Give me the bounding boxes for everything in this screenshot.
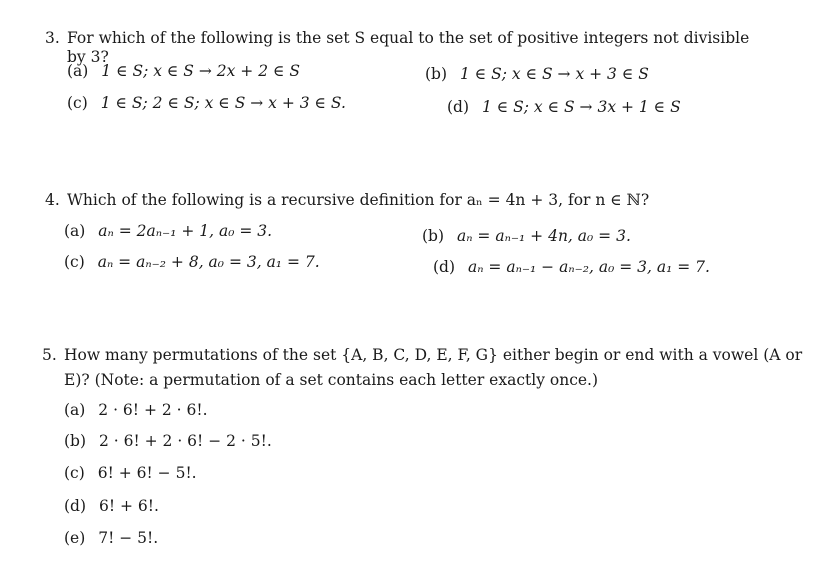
option-text: 2 · 6! + 2 · 6! − 2 · 5!. (98, 432, 272, 450)
q5-option-c (64, 464, 197, 483)
option-label: (c) (64, 464, 85, 482)
option-label: (b) (64, 432, 87, 450)
option-text: 1 ∈ S; x ∈ S → 3x + 1 ∈ S (481, 98, 681, 116)
q5-option-a (64, 401, 208, 420)
option-text: aₙ = aₙ₋₁ + 4n, a₀ = 3. (456, 227, 631, 245)
q3-option-d (447, 98, 681, 117)
option-text: 6! + 6! − 5!. (97, 464, 197, 482)
q5-option-d (64, 497, 159, 516)
option-text: 1 ∈ S; 2 ∈ S; x ∈ S → x + 3 ∈ S. (100, 94, 346, 112)
q4-option-d (433, 258, 710, 277)
option-text: 6! + 6!. (98, 497, 159, 515)
q4-option-c (64, 253, 320, 272)
q4-option-a (64, 222, 272, 241)
option-label: (a) (64, 222, 86, 240)
option-text: aₙ = 2aₙ₋₁ + 1, a₀ = 3. (98, 222, 273, 240)
option-label: (c) (67, 94, 88, 112)
option-label: (d) (64, 497, 87, 515)
q5-option-e (64, 529, 158, 548)
option-label: (b) (422, 227, 445, 245)
option-label: (d) (447, 98, 470, 116)
option-label: (e) (64, 529, 86, 547)
q3-option-a (67, 62, 300, 81)
q5-number: 5. (42, 346, 57, 364)
q4-prompt: Which of the following is a recursive definition for aₙ = 4n + 3, for n ∈ ℕ? (67, 191, 650, 209)
option-text: 1 ∈ S; x ∈ S → x + 3 ∈ S (459, 65, 649, 83)
option-label: (a) (67, 62, 89, 80)
option-label: (d) (433, 258, 456, 276)
q3-number: 3. (45, 29, 60, 47)
option-text: 1 ∈ S; x ∈ S → 2x + 2 ∈ S (101, 62, 301, 80)
q4-number: 4. (45, 191, 60, 209)
q5-prompt-line2: E)? (Note: a permutation of a set contains each letter exactly once.) (64, 371, 599, 389)
q3-prompt: For which of the following is the set S equal to the set of positive integers not divisible by 3? (67, 29, 750, 66)
option-text: aₙ = aₙ₋₁ − aₙ₋₂, a₀ = 3, a₁ = 7. (467, 258, 710, 276)
option-text: aₙ = aₙ₋₂ + 8, a₀ = 3, a₁ = 7. (97, 253, 320, 271)
q3-option-b (425, 65, 649, 84)
q5-option-b (64, 432, 272, 451)
q5-prompt-line1: How many permutations of the set {A, B, C, D, E, F, G} either begin or end with a vowel (A or (64, 346, 803, 364)
q4-option-b (422, 227, 631, 246)
option-label: (c) (64, 253, 85, 271)
option-text: 2 · 6! + 2 · 6!. (98, 401, 208, 419)
option-label: (b) (425, 65, 448, 83)
option-label: (a) (64, 401, 86, 419)
option-text: 7! − 5!. (98, 529, 159, 547)
q3-option-c (67, 94, 346, 113)
